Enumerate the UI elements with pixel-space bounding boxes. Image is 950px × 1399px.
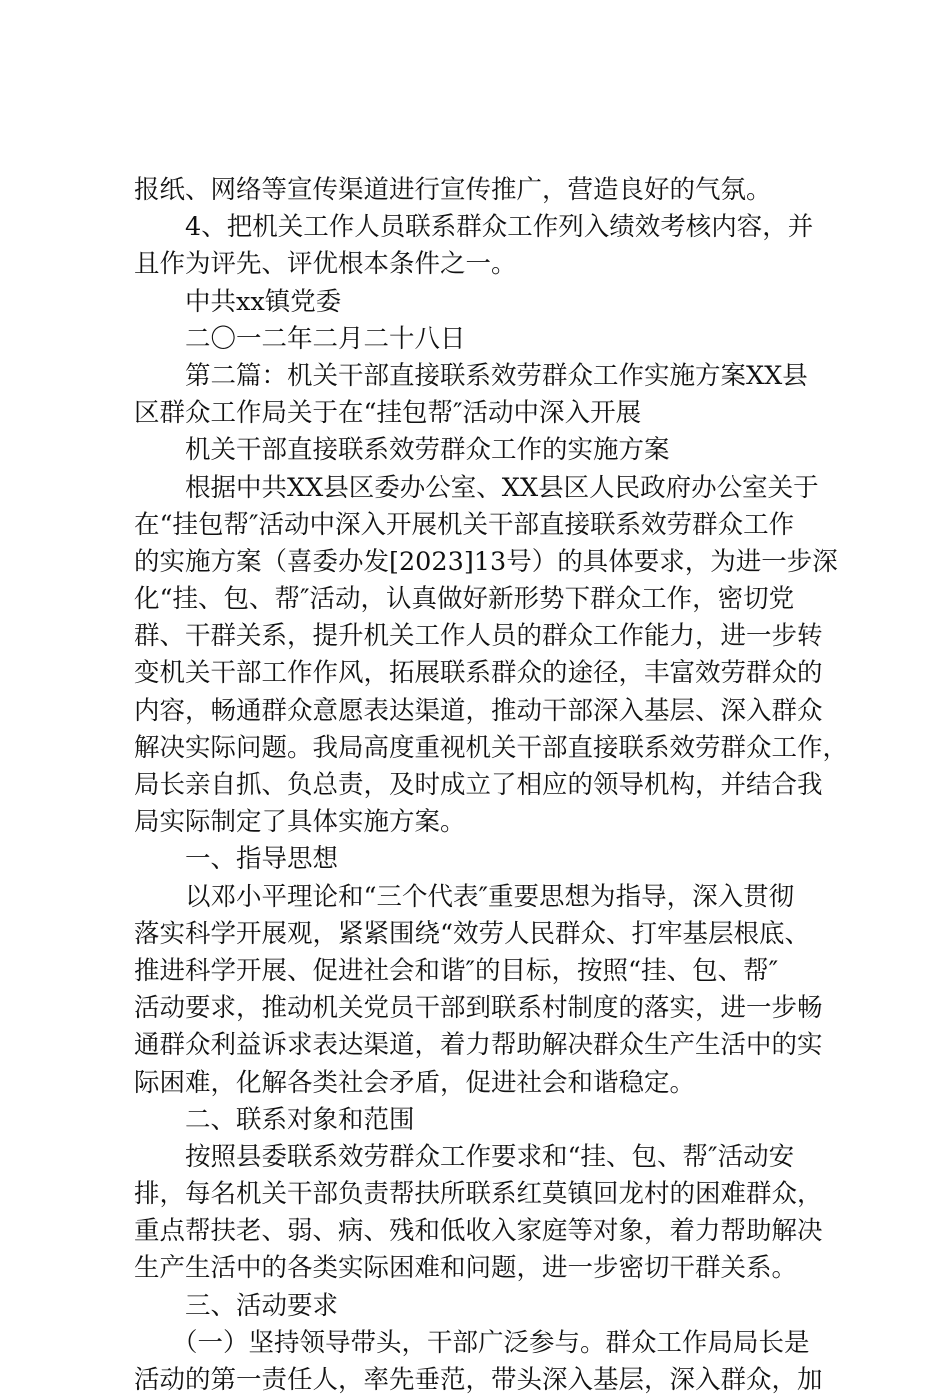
text-line: 际困难，化解各类社会矛盾，促进社会和谐稳定。 bbox=[134, 1067, 696, 1098]
text-line: 区群众工作局关于在“挂包帮″活动中深入开展 bbox=[134, 398, 642, 429]
text-line: 落实科学开展观，紧紧围绕“效劳人民群众、打牢基层根底、 bbox=[134, 918, 811, 949]
text-line: 活动的第一责任人，率先垂范，带头深入基层，深入群众，加 bbox=[134, 1365, 823, 1395]
section-heading: 三、活动要求 bbox=[185, 1290, 339, 1321]
text-line: 在“挂包帮″活动中深入开展机关干部直接联系效劳群众工作 bbox=[134, 509, 795, 540]
section-heading: 一、指导思想 bbox=[185, 844, 339, 875]
text-line: 第二篇：机关干部直接联系效劳群众工作实施方案XX县 bbox=[185, 360, 808, 391]
text-line: 局长亲自抓、负总责，及时成立了相应的领导机构，并结合我 bbox=[134, 770, 823, 800]
text-line: 解决实际问题。我局高度重视机关干部直接联系效劳群众工作， bbox=[134, 732, 849, 763]
text-line: 重点帮扶老、弱、病、残和低收入家庭等对象，着力帮助解决 bbox=[134, 1216, 823, 1247]
document-body bbox=[134, 172, 849, 1399]
text-line: 且作为评先、评优根本条件之一。 bbox=[134, 249, 517, 280]
text-line: 变机关干部工作作风，拓展联系群众的途径，丰富效劳群众的 bbox=[134, 658, 823, 689]
section-heading: 二、联系对象和范围 bbox=[185, 1104, 415, 1135]
text-line: 根据中共XX县区委办公室、XX县区人民政府办公室关于 bbox=[185, 472, 819, 503]
text-line: 通群众利益诉求表达渠道，着力帮助解决群众生产生活中的实 bbox=[134, 1030, 823, 1061]
text-line: 二〇一二年二月二十八日 bbox=[185, 323, 466, 354]
text-line: 群、干群关系，提升机关工作人员的群众工作能力，进一步转 bbox=[134, 621, 823, 652]
text-line: 生产生活中的各类实际困难和问题，进一步密切干群关系。 bbox=[134, 1253, 798, 1284]
text-line: 的实施方案（喜委办发[2023]13号）的具体要求，为进一步深 bbox=[134, 546, 838, 577]
text-line: 按照县委联系效劳群众工作要求和“挂、包、帮″活动安 bbox=[185, 1141, 795, 1172]
text-line: 机关干部直接联系效劳群众工作的实施方案 bbox=[185, 435, 670, 466]
text-line: （一）坚持领导带头，干部广泛参与。群众工作局局长是 bbox=[172, 1327, 810, 1358]
text-line: 内容，畅通群众意愿表达渠道，推动干部深入基层、深入群众 bbox=[134, 695, 823, 726]
text-line: 中共xx镇党委 bbox=[185, 286, 342, 317]
text-line: 局实际制定了具体实施方案。 bbox=[134, 807, 466, 838]
text-line: 排，每名机关干部负责帮扶所联系红莫镇回龙村的困难群众， bbox=[134, 1179, 823, 1210]
text-line: 活动要求，推动机关党员干部到联系村制度的落实，进一步畅 bbox=[134, 993, 823, 1024]
text-line: 推进科学开展、促进社会和谐″的目标，按照“挂、包、帮″ bbox=[134, 955, 779, 986]
text-line: 以邓小平理论和“三个代表″重要思想为指导，深入贯彻 bbox=[185, 881, 795, 912]
text-line: 化“挂、包、帮″活动，认真做好新形势下群众工作，密切党 bbox=[134, 584, 795, 615]
text-line: 报纸、网络等宣传渠道进行宣传推广，营造良好的气氛。 bbox=[134, 175, 772, 205]
text-line: 4、把机关工作人员联系群众工作列入绩效考核内容，并 bbox=[185, 212, 814, 243]
